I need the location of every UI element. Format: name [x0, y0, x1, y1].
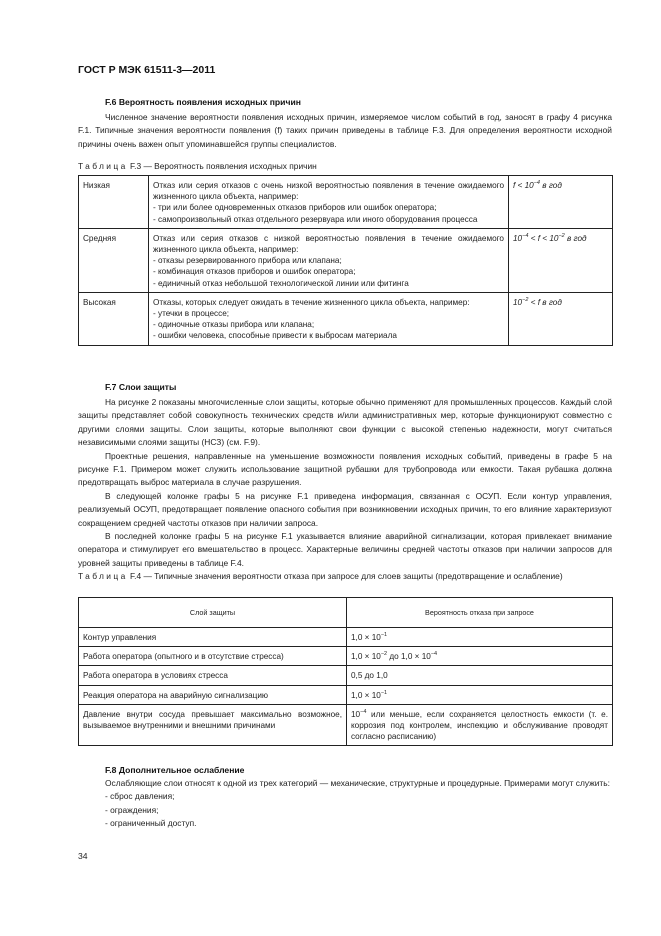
exponent: −4 — [360, 708, 367, 715]
table-row — [79, 704, 613, 746]
layer-cell: Давление внутри сосуда превышает максимально возможное, вызываемое внутренними и внешними причинами — [79, 704, 347, 746]
formula-text: 1,0 × 10 — [351, 633, 381, 642]
formula-text: в год — [564, 233, 587, 243]
document-header: ГОСТ Р МЭК 61511-3—2011 — [78, 64, 216, 76]
paragraph: В следующей колонке графы 5 на рисунке F.1 приведена информация, связанная с ОСУП. Если контур управления, реализуемый ОСУП, предотвращает появление опасного события при возникновении исходных причин, то его влияние характеризуют сокращением средней частоты отказов при наличии запроса. — [78, 490, 612, 528]
column-header: Слой защиты — [79, 598, 347, 628]
section-f6 — [78, 97, 612, 151]
formula-text: 10 — [513, 233, 523, 243]
section-title: F.6 Вероятность появления исходных причин — [105, 97, 301, 107]
frequency-cell — [509, 176, 613, 229]
formula-text: в год — [540, 181, 562, 190]
table-row — [79, 292, 613, 345]
exponent: −2 — [522, 296, 529, 303]
description-line: - утечки в процессе; — [153, 309, 230, 319]
paragraph: На рисунке 2 показаны многочисленные слои защиты, которые обычно применяют для промышленных процессов. Каждый слой защиты представляет собой совокупность технических средств и/или административных мер, которые функционируют совместно с другими слоями защиты. Слои защиты, которые выполняют свои функции с высокой степенью надежности, могут считаться независимыми слоями защиты (НСЗ) (см. F.9). — [78, 397, 612, 448]
description-line: Отказ или серия отказов с очень низкой вероятностью появления в течение ожидаемого жизненного цикла объекта, например: — [153, 181, 504, 202]
paragraph: Численное значение вероятности появления исходных причин, измеряемое числом событий в год, заносят в графу 4 рисунка F.1. Типичные значения вероятности появления (f) таких причин приведены в таблице F.3. Для определения вероятности исходной причины очень важен опыт упоминавшейся группы специалистов. — [78, 112, 612, 149]
probability-cell — [347, 628, 613, 647]
formula-text: f < 10 — [513, 181, 534, 190]
exponent: −4 — [430, 651, 438, 658]
probability-cell — [347, 685, 613, 704]
formula-text: 0,5 до 1,0 — [351, 671, 388, 681]
table-caption: Таблица F.4 — Типичные значения вероятности отказа при запросе для слоев защиты (предотвращение и ослабление) — [78, 571, 563, 581]
layer-cell: Контур управления — [79, 628, 347, 647]
exponent: −1 — [380, 689, 388, 696]
layer-cell: Реакция оператора на аварийную сигнализацию — [79, 685, 347, 704]
exponent: −4 — [533, 180, 540, 186]
section-f8 — [78, 765, 612, 831]
probability-cell — [347, 647, 613, 666]
level-cell: Высокая — [79, 292, 149, 345]
formula-text: до 1,0 × 10 — [387, 652, 431, 662]
description-line: - самопроизвольный отказ отдельного резервуара или иного оборудования процесса — [153, 214, 478, 224]
table-row — [79, 228, 613, 292]
level-cell: Средняя — [79, 228, 149, 292]
layer-cell: Работа оператора (опытного и в отсутствие стресса) — [79, 647, 347, 666]
list-item: - ограниченный доступ. — [105, 818, 197, 829]
probability-cell — [347, 666, 613, 685]
section-title: F.7 Слои защиты — [105, 382, 177, 392]
table-row — [79, 628, 613, 647]
description-cell — [149, 176, 509, 229]
formula-text: < f в год — [528, 297, 562, 307]
description-cell — [149, 292, 509, 345]
formula-text: 10 — [351, 709, 361, 719]
description-line: Отказы, которых следует ожидать в течение жизненного цикла объекта, например: — [153, 297, 470, 307]
table-f3 — [78, 175, 613, 346]
section-f7 — [78, 382, 612, 570]
formula-text: 1,0 × 10 — [351, 652, 381, 662]
frequency-cell — [509, 228, 613, 292]
section-title: F.8 Дополнительное ослабление — [105, 765, 245, 775]
list-item: - сброс давления; — [105, 791, 175, 802]
description-line: - комбинация отказов приборов и ошибок оператора; — [153, 267, 356, 277]
table-row — [79, 666, 613, 685]
page-number: 34 — [78, 851, 88, 861]
layer-cell: Работа оператора в условиях стресса — [79, 666, 347, 685]
table-caption: Таблица F.3 — Вероятность появления исходных причин — [78, 161, 317, 171]
table-row — [79, 647, 613, 666]
description-cell — [149, 228, 509, 292]
probability-cell — [347, 704, 613, 746]
exponent: −4 — [522, 232, 529, 239]
exponent: −2 — [380, 651, 388, 658]
frequency-cell — [509, 292, 613, 345]
description-line: - одиночные отказы прибора или клапана; — [153, 320, 315, 330]
description-line: - три или более одновременных отказов приборов или ошибок оператора; — [153, 203, 437, 213]
formula-text: 10 — [513, 297, 523, 307]
formula-text: < f < 10 — [528, 233, 559, 243]
description-line: - ошибки человека, способные привести к выбросам материала — [153, 331, 397, 341]
table-row — [79, 176, 613, 229]
list-item: - ограждения; — [105, 804, 159, 815]
description-line: Отказ или серия отказов с низкой вероятностью появления в течение ожидаемого жизненного цикла объекта, например: — [153, 233, 504, 255]
formula-text: или меньше, если сохраняется целостность емкости (т. е. коррозия под контролем, инспекцию и обслуживание проводят согласно расписанию) — [351, 709, 608, 742]
description-line: - отказы резервированного прибора или клапана; — [153, 256, 342, 266]
table-row — [79, 685, 613, 704]
table-f4 — [78, 597, 613, 746]
exponent: −1 — [380, 632, 388, 638]
column-header: Вероятность отказа при запросе — [347, 598, 613, 628]
paragraph: Ослабляющие слои относят к одной из трех категорий — механические, структурные и процедурные. Примерами могут служить: — [105, 778, 610, 788]
description-line: - единичный отказ небольшой технологической линии или фитинга — [153, 278, 409, 288]
formula-text: 1,0 × 10 — [351, 690, 381, 700]
paragraph: В последней колонке графы 5 на рисунке F.1 указывается влияние аварийной сигнализации, которая привлекает внимание оператора и стимулирует его вмешательство в процесс. Характерные величины средней частоты отказов при наличии запросов для уровней защиты приведены в таблице F.4. — [78, 531, 612, 568]
exponent: −2 — [558, 232, 565, 239]
paragraph: Проектные решения, направленные на уменьшение возможности появления исходных событий, приведены в графе 5 на рисунке F.1. Примером может служить использование защитной рубашки для трубопровода или емкости. Такая рубашка должна предотвращать выброс материала в случае разрушения. — [78, 450, 612, 488]
level-cell: Низкая — [79, 176, 149, 229]
